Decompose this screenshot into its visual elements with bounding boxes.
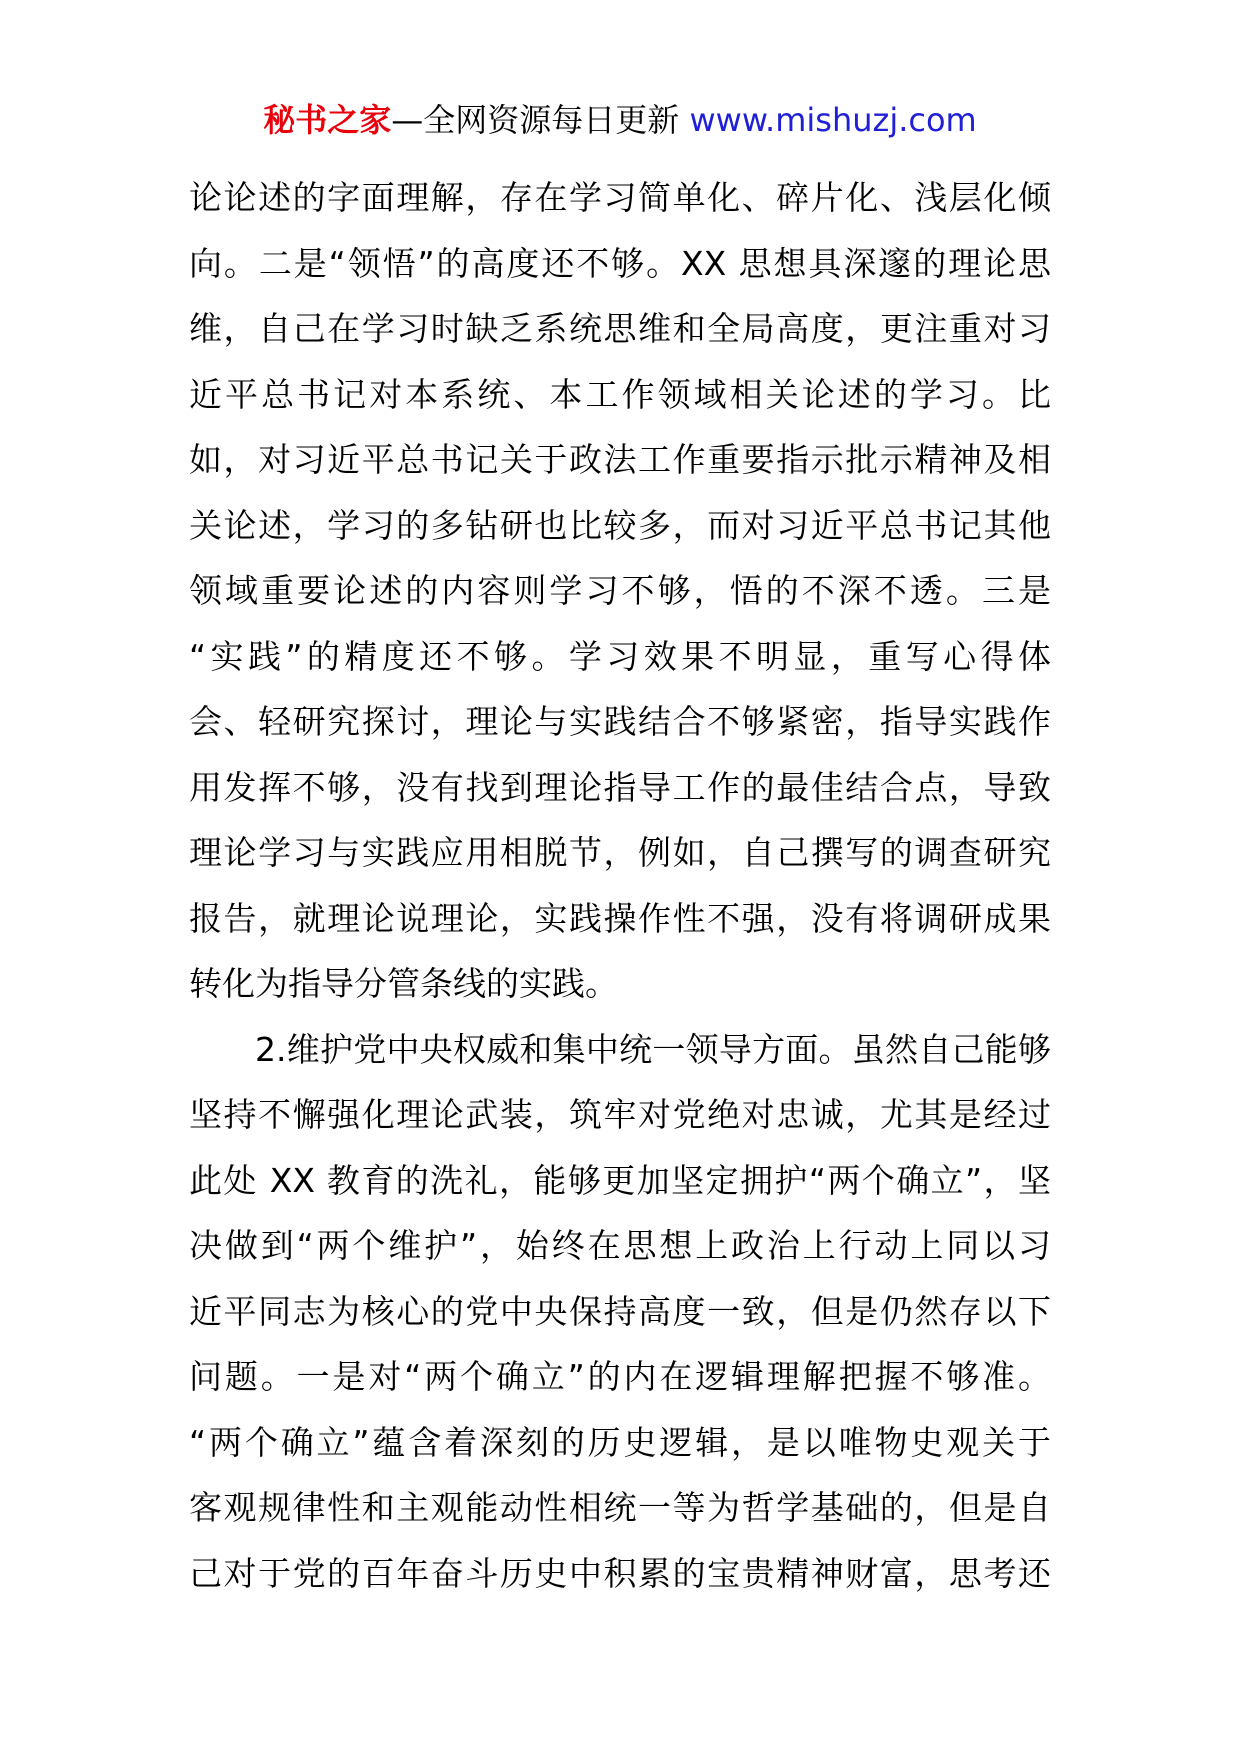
text-line: 理论学习与实践应用相脱节，例如，自己撰写的调查研究 [189,833,1051,872]
text-line: 此处 XX 教育的洗礼，能够更加坚定拥护“两个确立”，坚 [189,1160,1051,1200]
text-line: 报告，就理论说理论，实践操作性不强，没有将调研成果 [189,898,1051,938]
text-line: 问题。一是对“两个确立”的内在逻辑理解把握不够准。 [189,1357,1051,1396]
text-line: 维，自己在学习时缺乏系统思维和全局高度，更注重对习 [189,309,1051,348]
text-line: 向。二是“领悟”的高度还不够。XX 思想具深邃的理论思 [189,243,1051,283]
site-header [0,98,1240,142]
header-tagline: —全网资源每日更新 [391,101,690,139]
text-line: 坚持不懈强化理论武装，筑牢对党绝对忠诚，尤其是经过 [189,1095,1051,1134]
text-line: 关论述，学习的多钻研也比较多，而对习近平总书记其他 [189,505,1051,545]
text-line: 转化为指导分管条线的实践。 [189,964,618,1003]
site-url-link[interactable]: www.mishuzj.com [689,101,977,139]
text-line: 客观规律性和主观能动性相统一等为哲学基础的，但是自 [189,1488,1051,1527]
text-line: 领域重要论述的内容则学习不够，悟的不深不透。三是 [189,571,1051,610]
paragraph [189,165,1051,1017]
text-line: “实践”的精度还不够。学习效果不明显，重写心得体 [189,636,1051,676]
text-line: “两个确立”蕴含着深刻的历史逻辑，是以唯物史观关于 [189,1422,1051,1462]
text-line: 己对于党的百年奋斗历史中积累的宝贵精神财富，思考还 [189,1553,1051,1593]
text-line: 会、轻研究探讨，理论与实践结合不够紧密，指导实践作 [189,702,1051,741]
brand-name: 秘书之家 [263,101,392,139]
text-line: 用发挥不够，没有找到理论指导工作的最佳结合点，导致 [189,767,1051,807]
paragraph [189,1017,1051,1607]
text-line: 论论述的字面理解，存在学习简单化、碎片化、浅层化倾 [189,178,1051,217]
text-line: 近平总书记对本系统、本工作领域相关论述的学习。比 [189,374,1051,414]
document-body [189,165,1051,1606]
text-line: 近平同志为核心的党中央保持高度一致，但是仍然存以下 [189,1291,1051,1331]
text-line: 2.维护党中央权威和集中统一领导方面。虽然自己能够 [255,1029,1051,1069]
text-line: 如，对习近平总书记关于政法工作重要指示批示精神及相 [189,440,1051,479]
text-line: 决做到“两个维护”，始终在思想上政治上行动上同以习 [189,1226,1051,1265]
